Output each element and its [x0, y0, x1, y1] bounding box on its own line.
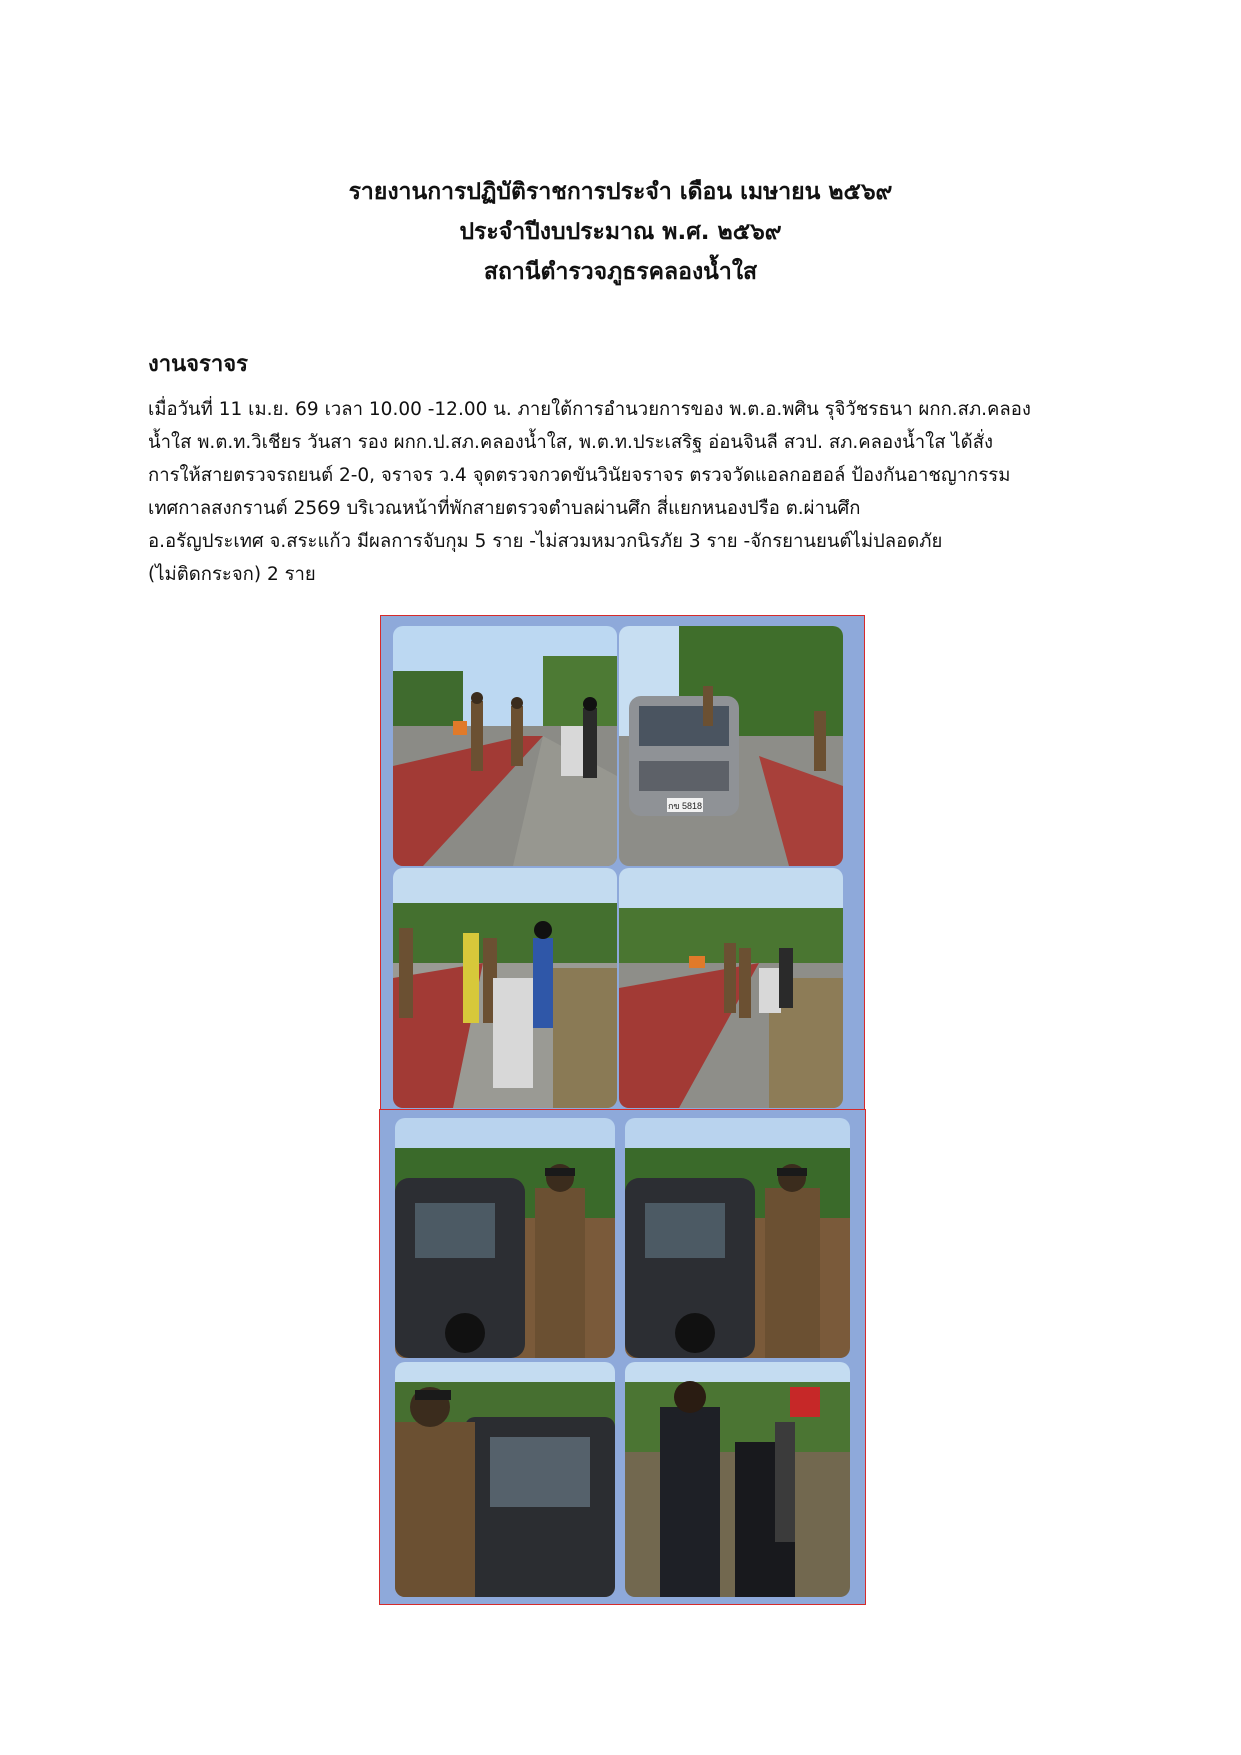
report-paragraph	[148, 393, 1118, 591]
photo-motorcyclist-stop	[393, 868, 617, 1108]
title-line-3: สถานีตำรวจภูธรคลองน้ำใส	[483, 259, 758, 285]
report-title	[0, 172, 1241, 292]
paragraph-line: เทศกาลสงกรานต์ 2569 บริเวณหน้าที่พักสายตรวจตำบลผ่านศึก สี่แยกหนองปรือ ต.ผ่านศึก	[148, 498, 861, 519]
paragraph-line: เมื่อวันที่ 11 เม.ย. 69 เวลา 10.00 -12.00 น. ภายใต้การอำนวยการของ พ.ต.อ.พศิน รุจิวัชรธนา ผกก.สภ.คลอง	[148, 399, 1031, 420]
license-plate-text: กข 5818	[667, 801, 703, 811]
photo-officer-at-pickup	[395, 1118, 615, 1358]
title-line-1: รายงานการปฏิบัติราชการประจำ เดือน เมษายน ๒๕๖๙	[348, 179, 893, 205]
section-heading-traffic: งานจราจร	[148, 352, 248, 377]
photo-road-checkpoint	[393, 626, 617, 866]
photo-officer-driver-window	[395, 1362, 615, 1597]
photo-officer-at-pickup-2	[625, 1118, 850, 1358]
title-line-2: ประจำปีงบประมาณ พ.ศ. ๒๕๖๙	[459, 219, 782, 245]
photo-silver-pickup	[619, 626, 843, 866]
photo-checkpoint-wide	[619, 868, 843, 1108]
photo-motorcyclist-check	[625, 1362, 850, 1597]
paragraph-line: น้ำใส พ.ต.ท.วิเชียร วันสา รอง ผกก.ป.สภ.คลองน้ำใส, พ.ต.ท.ประเสริฐ อ่อนจินลี สวป. สภ.คลองน้ำใส ได้สั่ง	[148, 432, 994, 453]
photo-collage-vehicle-checks	[379, 1109, 866, 1605]
paragraph-line: อ.อรัญประเทศ จ.สระแก้ว มีผลการจับกุม 5 ราย -ไม่สวมหมวกนิรภัย 3 ราย -จักรยานยนต์ไม่ปลอดภัย	[148, 531, 943, 552]
photo-collage-checkpoint	[380, 615, 865, 1110]
paragraph-line: การให้สายตรวจรถยนต์ 2-0, จราจร ว.4 จุดตรวจกวดขันวินัยจราจร ตรวจวัดแอลกอฮอล์ ป้องกันอาชญากรรม	[148, 465, 1011, 486]
paragraph-line: (ไม่ติดกระจก) 2 ราย	[148, 564, 316, 585]
